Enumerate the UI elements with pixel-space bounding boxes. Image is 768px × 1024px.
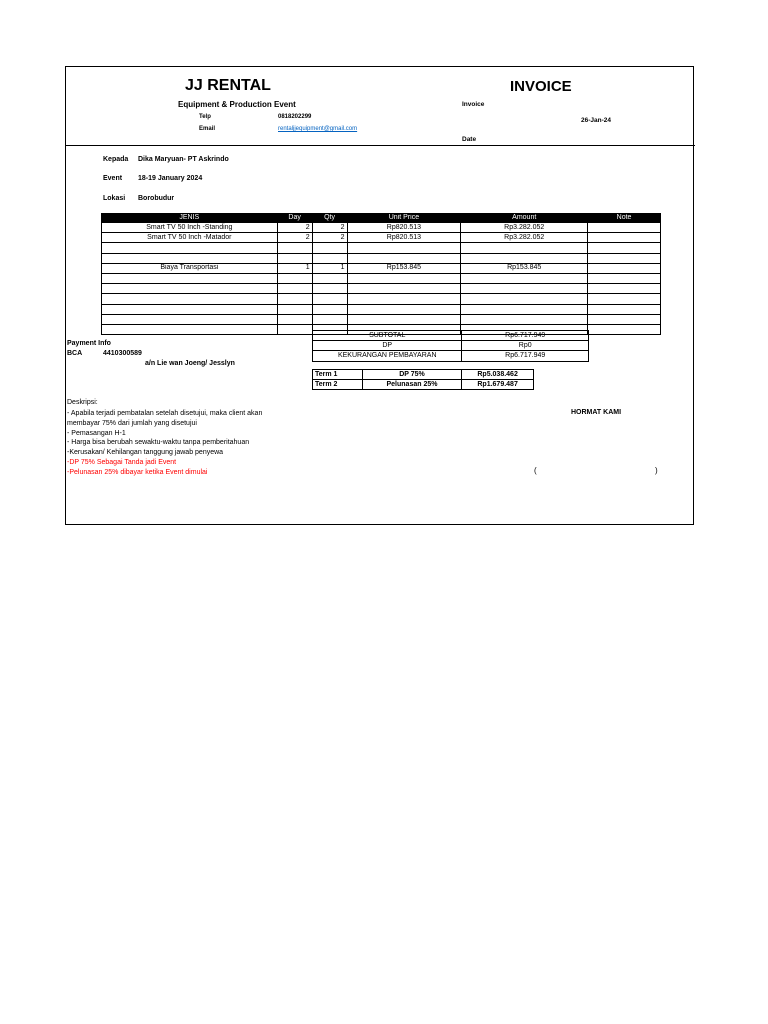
kekurangan-label: KEKURANGAN PEMBAYARAN [313, 351, 462, 361]
column-header: Qty [312, 214, 347, 223]
column-header: Note [588, 214, 661, 223]
column-header: Unit Price [347, 214, 461, 223]
table-cell [588, 284, 661, 294]
table-cell: Rp153.845 [461, 263, 588, 273]
table-cell [461, 243, 588, 253]
lokasi-label: Lokasi [103, 195, 126, 202]
description-line: - Apabila terjadi pembatalan setelah disetujui, maka client akan [67, 410, 263, 417]
table-cell [588, 314, 661, 324]
description-line: - Pemasangan H-1 [67, 429, 126, 437]
table-cell [312, 284, 347, 294]
table-row [102, 233, 661, 243]
invoice-heading: INVOICE [510, 78, 572, 95]
table-cell [461, 294, 588, 304]
table-cell [102, 314, 278, 324]
kepada-label: Kepada [103, 156, 129, 163]
table-cell [461, 314, 588, 324]
table-cell [312, 304, 347, 314]
table-row [102, 284, 661, 294]
table-cell [588, 294, 661, 304]
description-lines [67, 409, 262, 478]
table-cell [588, 253, 661, 263]
table-cell [102, 324, 278, 334]
table-cell [277, 273, 312, 283]
column-header: Amount [461, 214, 588, 223]
table-row [102, 263, 661, 273]
payment-bank: BCA [67, 350, 83, 357]
email-link[interactable]: rentaljjequipment@gmail.com [278, 126, 358, 132]
table-cell: 2 [312, 223, 347, 233]
table-cell: Smart TV 50 Inch -Matador [102, 233, 278, 243]
signature-close-paren: ) [655, 466, 658, 475]
table-cell [277, 253, 312, 263]
payment-holder: a/n Lie wan Joeng/ Jesslyn [145, 360, 235, 367]
signature-open-paren: ( [534, 466, 537, 475]
table-cell [102, 253, 278, 263]
table-cell [588, 263, 661, 273]
term-row [313, 370, 534, 380]
header-divider [65, 145, 695, 146]
table-cell [588, 243, 661, 253]
table-cell [461, 273, 588, 283]
term-amount: Rp5.038.462 [462, 370, 534, 380]
items-table [101, 213, 661, 335]
column-header: JENIS [102, 214, 278, 223]
date-label: Date [462, 136, 477, 143]
table-cell [347, 273, 461, 283]
table-cell [102, 284, 278, 294]
table-row [102, 243, 661, 253]
table-cell [312, 253, 347, 263]
totals-table [312, 330, 589, 362]
table-row [102, 223, 661, 233]
table-cell [102, 273, 278, 283]
table-cell [588, 324, 661, 334]
kekurangan-row [313, 351, 589, 361]
table-row [102, 253, 661, 263]
table-cell [312, 294, 347, 304]
table-cell: Biaya Transportasi [102, 263, 278, 273]
table-cell [588, 223, 661, 233]
payment-heading: Payment Info [67, 340, 111, 347]
table-cell [312, 243, 347, 253]
description-line: - Harga bisa berubah sewaktu-waktu tanpa pemberitahuan [67, 439, 250, 447]
table-cell [588, 233, 661, 243]
description-red-line: -DP 75% Sebagai Tanda jadi Event [67, 458, 177, 466]
table-cell [347, 243, 461, 253]
email-label: Email [199, 126, 216, 132]
table-row [102, 314, 661, 324]
terms-table [312, 369, 534, 390]
lokasi-value: Borobudur [138, 195, 175, 202]
table-cell: 2 [277, 223, 312, 233]
table-cell [277, 284, 312, 294]
table-cell [277, 314, 312, 324]
company-tagline: Equipment & Production Event [178, 100, 296, 109]
column-header: Day [277, 214, 312, 223]
term-row [313, 380, 534, 390]
table-cell: 1 [277, 263, 312, 273]
table-row [102, 273, 661, 283]
table-cell [347, 284, 461, 294]
subtotal-row [313, 331, 589, 341]
term-desc: DP 75% [362, 370, 461, 380]
table-cell [312, 273, 347, 283]
table-row [102, 294, 661, 304]
table-cell [588, 273, 661, 283]
table-cell [312, 314, 347, 324]
dp-row [313, 341, 589, 351]
description-red-line: -Pelunasan 25% dibayar ketika Event dimulai [67, 468, 208, 476]
table-cell [347, 294, 461, 304]
dp-value: Rp0 [462, 341, 589, 351]
table-cell [277, 304, 312, 314]
table-cell: Rp820.513 [347, 223, 461, 233]
table-cell [102, 243, 278, 253]
telp-value: 0818202299 [278, 114, 312, 120]
table-cell: Rp153.845 [347, 263, 461, 273]
subtotal-label: SUBTOTAL [313, 331, 462, 341]
kepada-value: Dika Maryuan- PT Askrindo [138, 156, 229, 163]
term-desc: Pelunasan 25% [362, 380, 461, 390]
table-cell [277, 294, 312, 304]
dp-label: DP [313, 341, 462, 351]
term-term: Term 1 [313, 370, 363, 380]
signature-label: HORMAT KAMI [571, 409, 622, 416]
company-name: JJ RENTAL [185, 77, 271, 94]
table-cell: Rp3.282.052 [461, 223, 588, 233]
term-term: Term 2 [313, 380, 363, 390]
description-heading: Deskripsi: [67, 399, 98, 406]
table-cell [102, 294, 278, 304]
subtotal-value: Rp6.717.949 [462, 331, 589, 341]
event-label: Event [103, 175, 123, 182]
event-value: 18-19 January 2024 [138, 175, 203, 182]
table-cell: 1 [312, 263, 347, 273]
table-cell [461, 253, 588, 263]
table-cell [588, 304, 661, 314]
table-cell: Smart TV 50 Inch -Standing [102, 223, 278, 233]
kekurangan-value: Rp6.717.949 [462, 351, 589, 361]
table-cell [347, 304, 461, 314]
description-line: -Kerusakan/ Kehilangan tanggung jawab penyewa [67, 449, 224, 457]
table-cell [347, 253, 461, 263]
table-cell: Rp3.282.052 [461, 233, 588, 243]
table-cell: 2 [312, 233, 347, 243]
table-cell [102, 304, 278, 314]
table-row [102, 304, 661, 314]
payment-account: 4410300589 [103, 350, 142, 357]
table-cell [277, 243, 312, 253]
table-cell [277, 324, 312, 334]
table-cell [347, 314, 461, 324]
table-cell [461, 304, 588, 314]
description-line: membayar 75% dari jumlah yang disetujui [67, 419, 197, 427]
table-cell: 2 [277, 233, 312, 243]
invoice-label: Invoice [462, 101, 485, 108]
telp-label: Telp [199, 114, 211, 120]
invoice-date-value: 26-Jan-24 [581, 117, 611, 124]
term-amount: Rp1.679.487 [462, 380, 534, 390]
table-cell [461, 284, 588, 294]
table-cell: Rp820.513 [347, 233, 461, 243]
